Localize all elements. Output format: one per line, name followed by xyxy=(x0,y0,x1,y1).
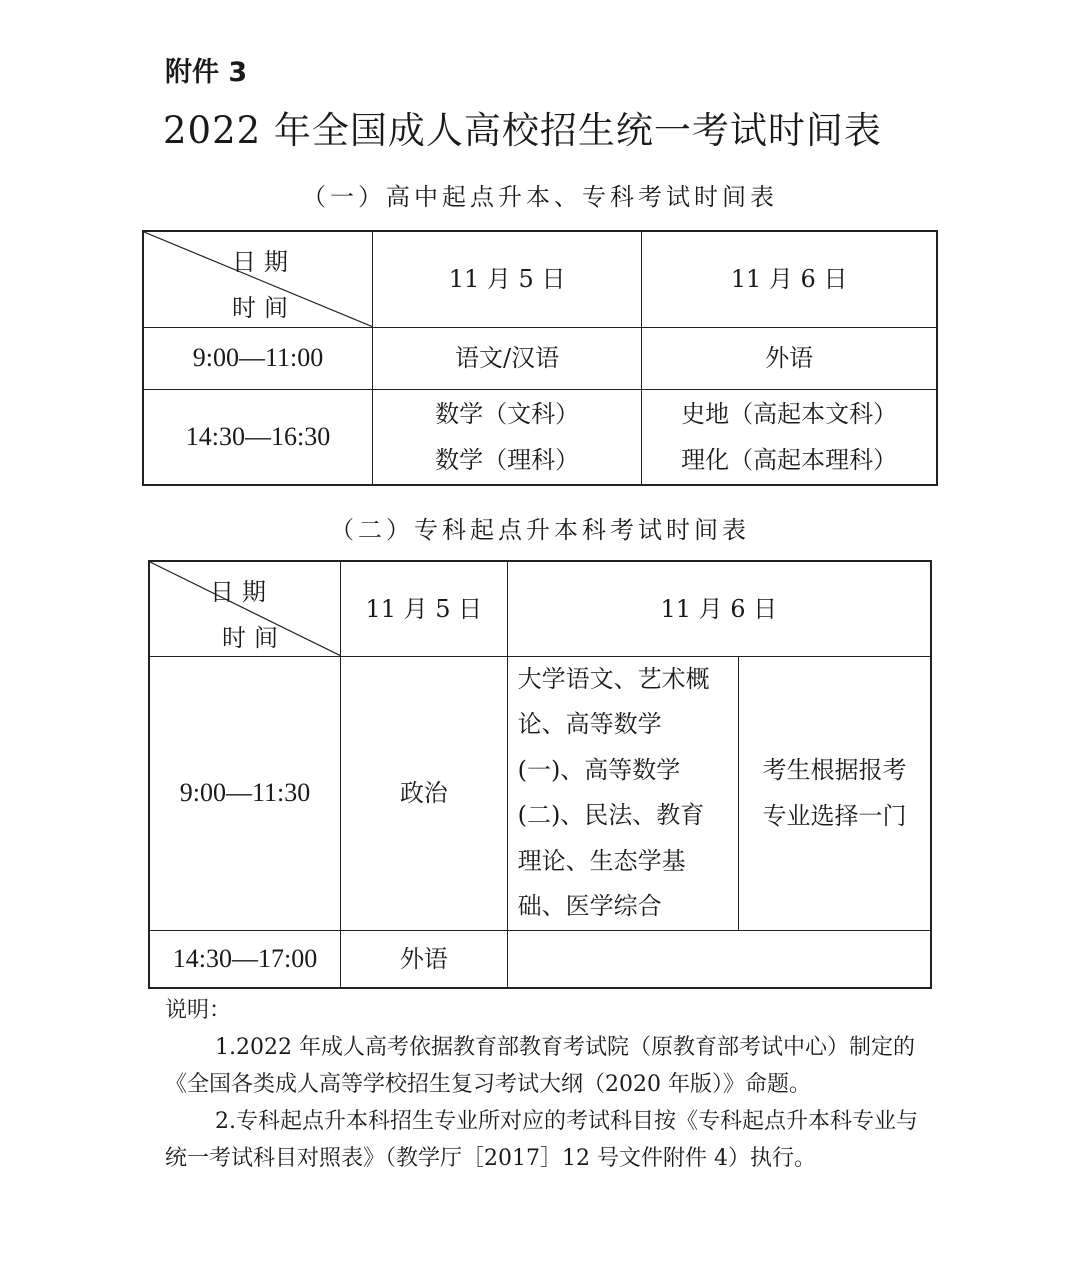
subject-cell xyxy=(372,389,641,485)
time-cell: 14:30—17:00 xyxy=(149,930,341,988)
subject-list-cell xyxy=(507,656,738,930)
time-cell: 14:30—16:30 xyxy=(143,389,372,485)
corner-time-label: 时间 xyxy=(222,624,286,652)
note-line: 考生根据报考 xyxy=(762,756,907,784)
table2-day2-header: 11 月 6 日 xyxy=(507,561,931,656)
subject: 数学（文科） xyxy=(435,399,580,428)
empty-cell xyxy=(507,930,931,988)
subject-line: (一)、高等数学 xyxy=(517,755,681,784)
subject-line: 大学语文、艺术概 xyxy=(517,664,710,693)
subject-line: 理论、生态学基 xyxy=(517,846,686,875)
subject-cell xyxy=(642,389,937,485)
subject-cell xyxy=(642,327,937,389)
table1-schedule xyxy=(142,230,938,486)
note-line: 专业选择一门 xyxy=(762,802,907,830)
table1-corner-cell xyxy=(143,231,372,327)
subject-cell: 政治 xyxy=(341,656,508,930)
table1-header-row xyxy=(143,231,937,327)
notes-section xyxy=(165,992,925,1177)
table2-heading: （二）专科起点升本科考试时间表 xyxy=(330,516,750,544)
subject-line: 础、医学综合 xyxy=(517,892,662,920)
table2-corner-cell xyxy=(149,561,341,656)
subject-cell xyxy=(372,327,641,389)
time-cell: 9:00—11:30 xyxy=(149,656,341,930)
time-cell: 9:00—11:00 xyxy=(143,327,372,389)
subject: 理化（高起本理科） xyxy=(681,445,898,474)
table1-heading: （一）高中起点升本、专科考试时间表 xyxy=(302,183,778,211)
table-row xyxy=(143,327,937,389)
subject-line: 论、高等数学 xyxy=(517,710,662,738)
subject: 外语 xyxy=(765,344,814,372)
attachment-label: 附件 3 xyxy=(165,57,248,88)
table-row xyxy=(143,389,937,485)
table2-day1-header: 11 月 5 日 xyxy=(341,561,508,656)
subject-cell: 外语 xyxy=(341,930,508,988)
corner-time-label: 时间 xyxy=(232,294,296,322)
notes-label: 说明： xyxy=(165,998,232,1023)
corner-date-label: 日期 xyxy=(232,248,296,276)
subject-line: (二)、民法、教育 xyxy=(517,801,705,829)
document-title: 2022 年全国成人高校招生统一考试时间表 xyxy=(163,109,882,152)
subject: 语文/汉语 xyxy=(455,344,560,372)
note-item: 2.专科起点升本科招生专业所对应的考试科目按《专科起点升本科专业与统一考试科目对照表》（教学厅［2017］12 号文件附件 4）执行。 xyxy=(165,1109,918,1171)
table2-header-row xyxy=(149,561,931,656)
corner-date-label: 日期 xyxy=(210,578,274,606)
subject: 数学（理科） xyxy=(435,445,580,474)
selection-note-cell xyxy=(739,656,931,930)
table2-schedule xyxy=(148,560,932,989)
note-item: 1.2022 年成人高考依据教育部教育考试院（原教育部考试中心）制定的《全国各类成人高等学校招生复习考试大纲（2020 年版）》命题。 xyxy=(165,1035,915,1097)
table-row xyxy=(149,930,931,988)
table-row xyxy=(149,656,931,930)
table1-day2-header: 11 月 6 日 xyxy=(642,231,937,327)
table1-day1-header: 11 月 5 日 xyxy=(372,231,641,327)
subject: 史地（高起本文科） xyxy=(681,399,898,428)
